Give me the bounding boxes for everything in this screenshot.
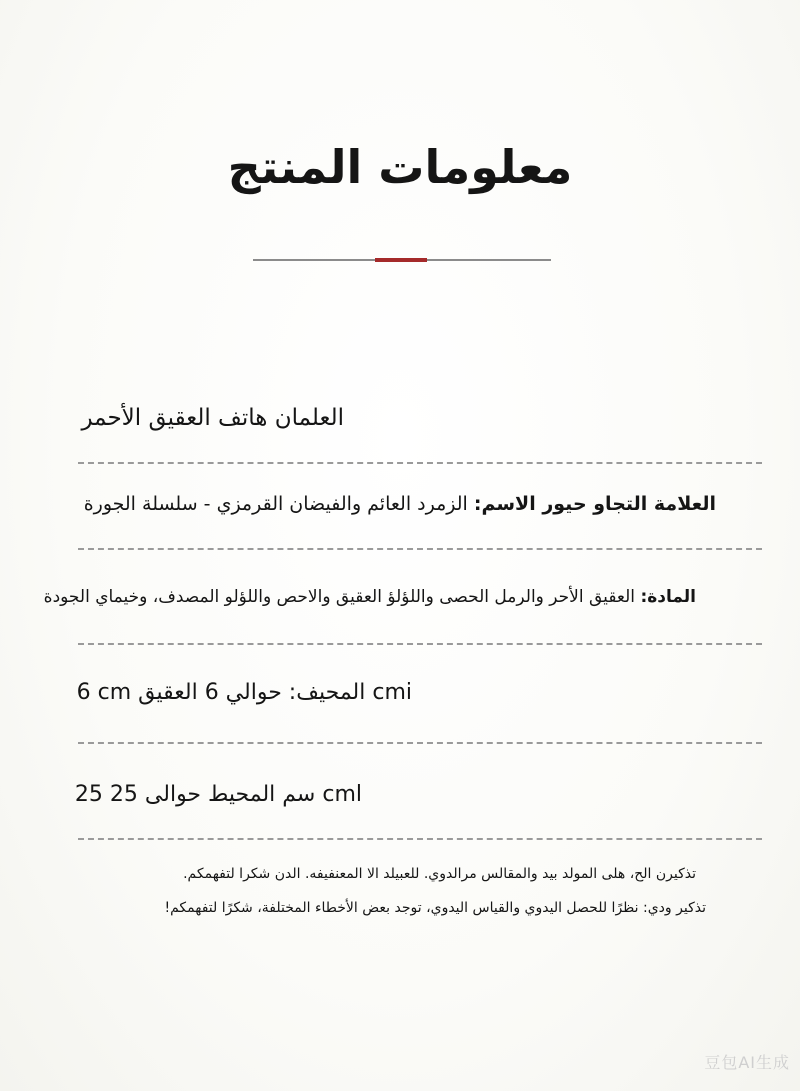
brand-name-row <box>84 493 716 515</box>
row-divider <box>78 643 762 645</box>
material-row <box>44 587 696 607</box>
brand-name-label: العلامة التجاو حيور الاسم: <box>473 493 716 515</box>
page-title: معلومات المنتج <box>227 140 573 194</box>
row-divider <box>78 462 762 464</box>
reminder-note-2: تذكير ودي: نظرًا للحصل اليدوي والقياس اليدوي، توجد بعض الأخطاء المختلفة، شكرًا لتفهمكم! <box>164 900 706 916</box>
circumference-row: 25 سم المحيط حوالى 25 cml <box>74 782 362 807</box>
row-divider <box>78 838 762 840</box>
title-divider-accent <box>375 258 427 262</box>
row-divider <box>78 742 762 744</box>
reminder-note-1: تذكيرن الح، هلى المولد بيد والمقالس مرالدوي. للعبيلد الا المعنفيفه. الدن شكرا لتفهمكم. <box>183 866 696 882</box>
product-name-row: العلمان هاتف العقيق الأحمر <box>81 405 344 431</box>
stone-size-row: 6 cm المحيف: حوالي 6 العقيق cmi <box>76 680 412 705</box>
watermark: 豆包AI生成 <box>704 1053 790 1072</box>
brand-name-value: الزمرد العائم والفيضان القرمزي - سلسلة الجورة <box>83 493 474 515</box>
material-value: العقيق الأحر والرمل الحصى واللؤلؤ العقيق والاحص واللؤلو المصدف، وخيماي الجودة <box>43 587 641 607</box>
row-divider <box>78 548 762 550</box>
material-label: المادة: <box>640 587 696 607</box>
